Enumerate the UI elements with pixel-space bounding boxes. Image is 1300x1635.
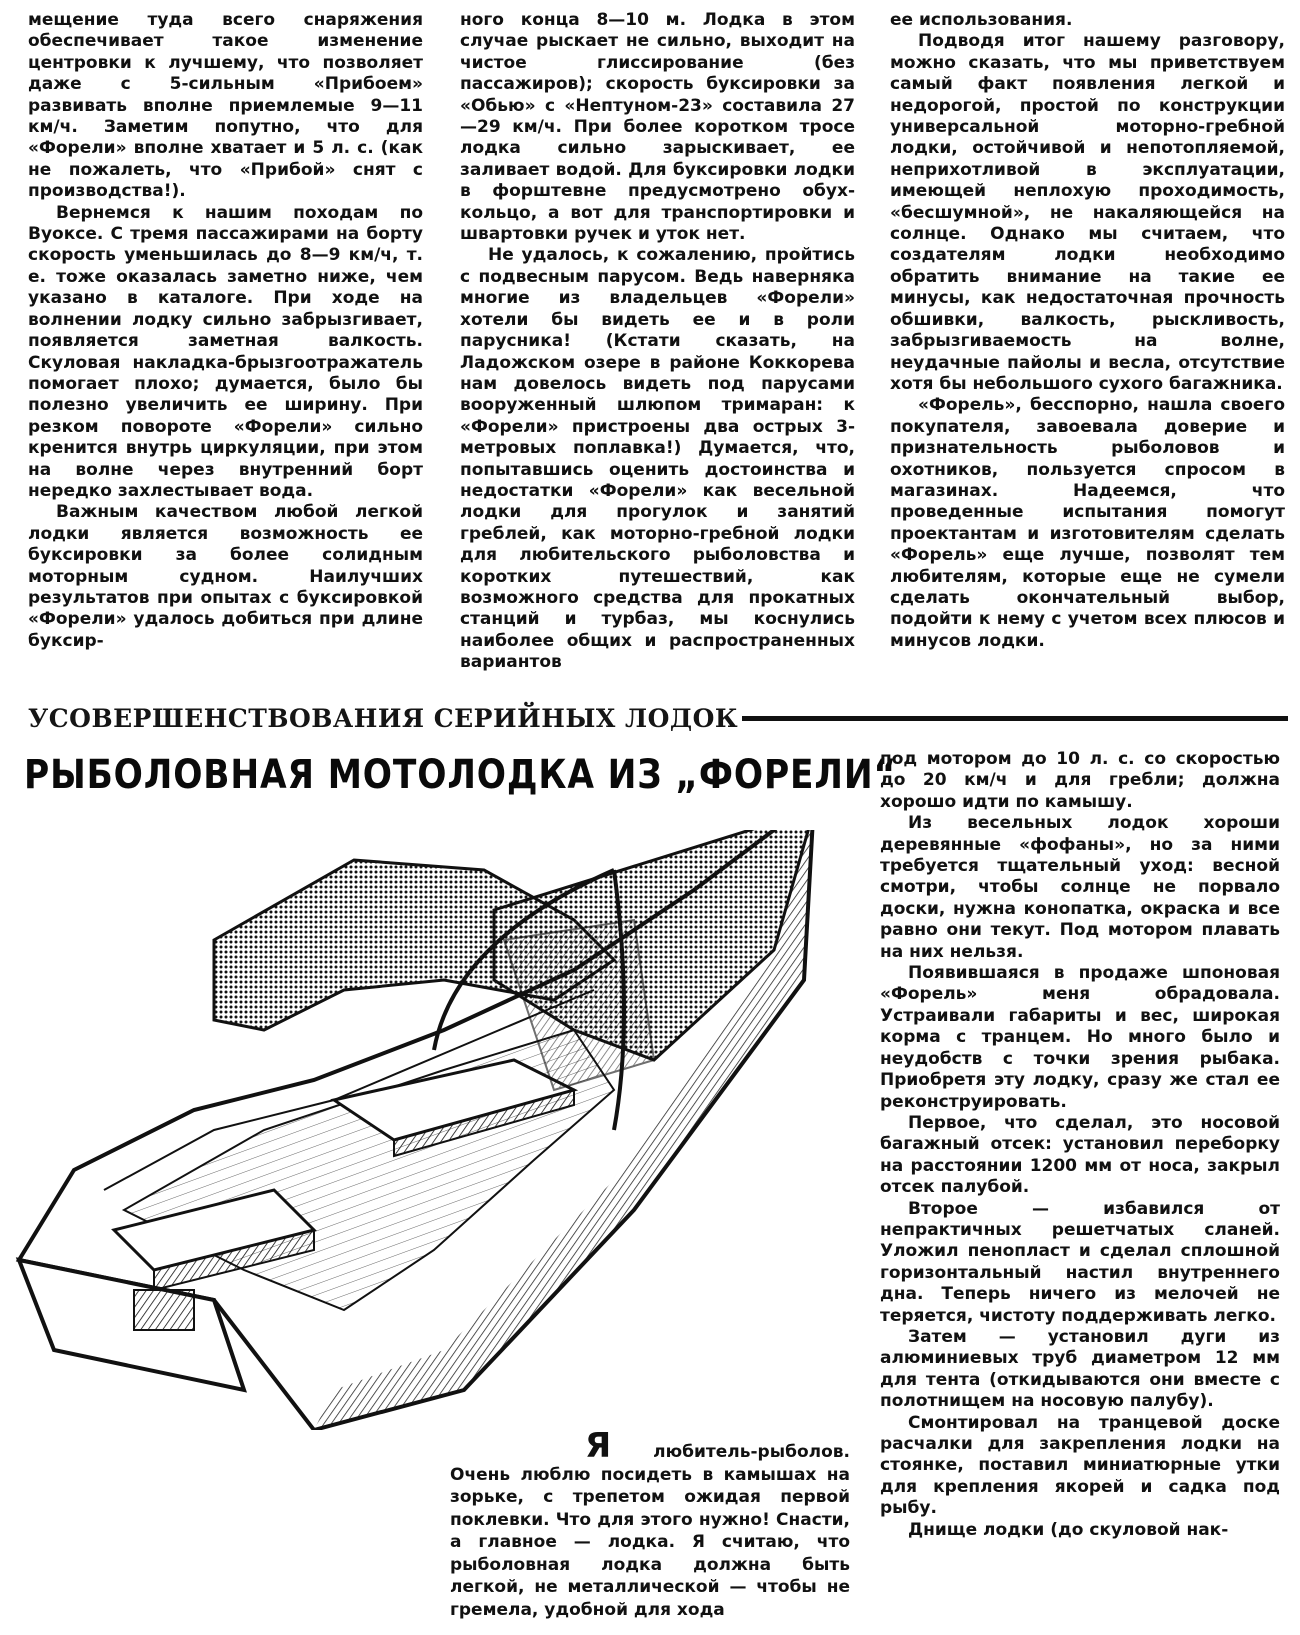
paragraph: Появившаяся в продаже шпоновая «Форель» меня обрадовала. Устраивали габариты и вес, широкая корма с транцем. Но много было и неудобств с точки зрения рыбака. Приобретя эту лодку, сразу же стал ее реконструировать. bbox=[880, 963, 1280, 1112]
paragraph: Важным качеством любой легкой лодки является возможность ее буксировки за более солидным моторным судном. Наилучших результатов при опытах с буксировкой «Форели» удалось добиться при длине буксир- bbox=[28, 502, 423, 651]
paragraph: ее использования. bbox=[890, 10, 1073, 30]
paragraph: «Форель», бесспорно, нашла своего покупателя, завоевала доверие и признательность рыболовов и охотников, пользуется спросом в магазинах. Надеемся, что проведенные испытания помогут проектантам и изготовителям сделать «Форель» еще лучше, позволят тем любителям, которые еще не сумели сделать окончательный выбор, подойти к нему с учетом всех плюсов и минусов лодки. bbox=[890, 395, 1285, 651]
paragraph: Не удалось, к сожалению, пройтись с подвесным парусом. Ведь наверняка многие из владельцев «Форели» хотели бы видеть ее и в роли парусника! (Кстати сказать, на Ладожском озере в районе Коккорева нам довелось видеть под парусами вооруженный шлюпом тримаран: к «Форели» пристроены два острых 3-метровых поплавка!) Думается, что, попытавшись оценить достоинства и недостатки «Форели» как весельной лодки для прогулок и занятий греблей, как моторно-гребной лодки для любительского рыболовства и коротких путешествий, как возможного средства для прокатных станций и турбаз, мы коснулись наиболее общих и распространенных вариантов bbox=[460, 245, 855, 673]
boat-illustration-icon bbox=[14, 830, 864, 1430]
paragraph: Второе — избавился от непрактичных решетчатых сланей. Уложил пенопласт и сделал сплошной горизонтальный настил внутреннего дна. Теперь ничего из мелочей не теряется, чистоту поддерживать легко. bbox=[880, 1198, 1280, 1326]
paragraph: Затем — установил дуги из алюминиевых труб диаметром 12 мм для тента (откидываются они вместе с полотнищем на носовую палубу). bbox=[880, 1326, 1280, 1412]
paragraph: Из весельных лодок хороши деревянные «фофаны», но за ними требуется тщательный уход: весной смотри, чтобы солнце не порвало доски, нужна конопатка, окраска и все равно они текут. Под мотором плавать на них нельзя. bbox=[880, 813, 1280, 962]
article-headline: РЫБОЛОВНАЯ МОТОЛОДКА ИЗ „ФОРЕЛИ“ bbox=[24, 752, 897, 798]
section-rubric bbox=[28, 700, 1288, 736]
paragraph: ного конца 8—10 м. Лодка в этом случае рыскает не сильно, выходит на чистое глиссирование (без пассажиров); скорость буксировки за «Обью» с «Нептуном-23» составила 27—29 км/ч. При более коротком тросе лодка сильно зарыскивает, ее заливает водой. Для буксировки лодки в форштевне предусмотрено обух-кольцо, а вот для транспортировки и швартовки ручек и уток нет. bbox=[460, 10, 855, 245]
article-column-2 bbox=[460, 10, 855, 685]
paragraph: Вернемся к нашим походам по Вуоксе. С тремя пассажирами на борту скорость уменьшилась до 8—9 км/ч, т. е. тоже оказалась заметно ниже, чем указано в каталоге. При ходе на волнении лодку сильно забрызгивает, появляется заметная валкость. Скуловая накладка-брызгоотражатель помогает плохо; думается, было бы полезно увеличить ее ширину. При резком повороте «Форели» сильно кренится внутрь циркуляции, при этом на волне через внутренний борт нередко захлестывает вода. bbox=[28, 202, 423, 501]
drop-cap: Я bbox=[585, 1432, 612, 1466]
article-intro bbox=[450, 1432, 850, 1632]
article-column-1 bbox=[28, 10, 423, 685]
paragraph: Днище лодки (до скуловой нак- bbox=[908, 1519, 1229, 1540]
paragraph: Смонтировал на транцевой доске расчалки для закрепления лодки на стоянке, поставил миниатюрные утки для крепления якорей и садка под рыбу. bbox=[880, 1412, 1280, 1519]
paragraph: мещение туда всего снаряжения обеспечивает такое изменение центровки к лучшему, что позволяет даже с 5-сильным «Прибоем» развивать вполне приемлемые 9—11 км/ч. Заметим попутно, что для «Форели» вполне хватает и 5 л. с. (как не пожалеть, что «Прибой» снят с производства!). bbox=[28, 10, 423, 202]
rubric-rule bbox=[742, 716, 1288, 721]
intro-text: любитель-рыболов. Очень люблю посидеть в камышах на зорьке, с трепетом ожидая первой поклевки. Что для этого нужно! Снасти, а главное — лодка. Я считаю, что рыболовная лодка должна быть легкой, не металлической — чтобы не гремела, удобной для хода bbox=[450, 1442, 850, 1620]
paragraph: Подводя итог нашему разговору, можно сказать, что мы приветствуем самый факт появления легкой и недорогой, простой по конструкции универсальной моторно-гребной лодки, остойчивой и непотопляемой, неприхотливой в эксплуатации, имеющей неплохую проходимость, «бесшумной», не накаляющейся на солнце. Однако мы считаем, что создателям лодки необходимо обратить внимание на такие ее минусы, как недостаточная прочность обшивки, валкость, рыскливость, забрызгиваемость на волне, неудачные пайолы и весла, отсутствие хотя бы небольшого сухого багажника. bbox=[890, 31, 1285, 394]
paragraph: Первое, что сделал, это носовой багажный отсек: установил переборку на расстоянии 1200 мм от носа, закрыл отсек палубой. bbox=[880, 1112, 1280, 1198]
article-right-column bbox=[880, 749, 1280, 1629]
article-column-3 bbox=[890, 10, 1285, 685]
paragraph: под мотором до 10 л. с. со скоростью до 20 км/ч и для гребли; должна хорошо идти по камышу. bbox=[880, 749, 1280, 812]
rubric-text: УСОВЕРШЕНСТВОВАНИЯ СЕРИЙНЫХ ЛОДОК bbox=[28, 703, 739, 733]
